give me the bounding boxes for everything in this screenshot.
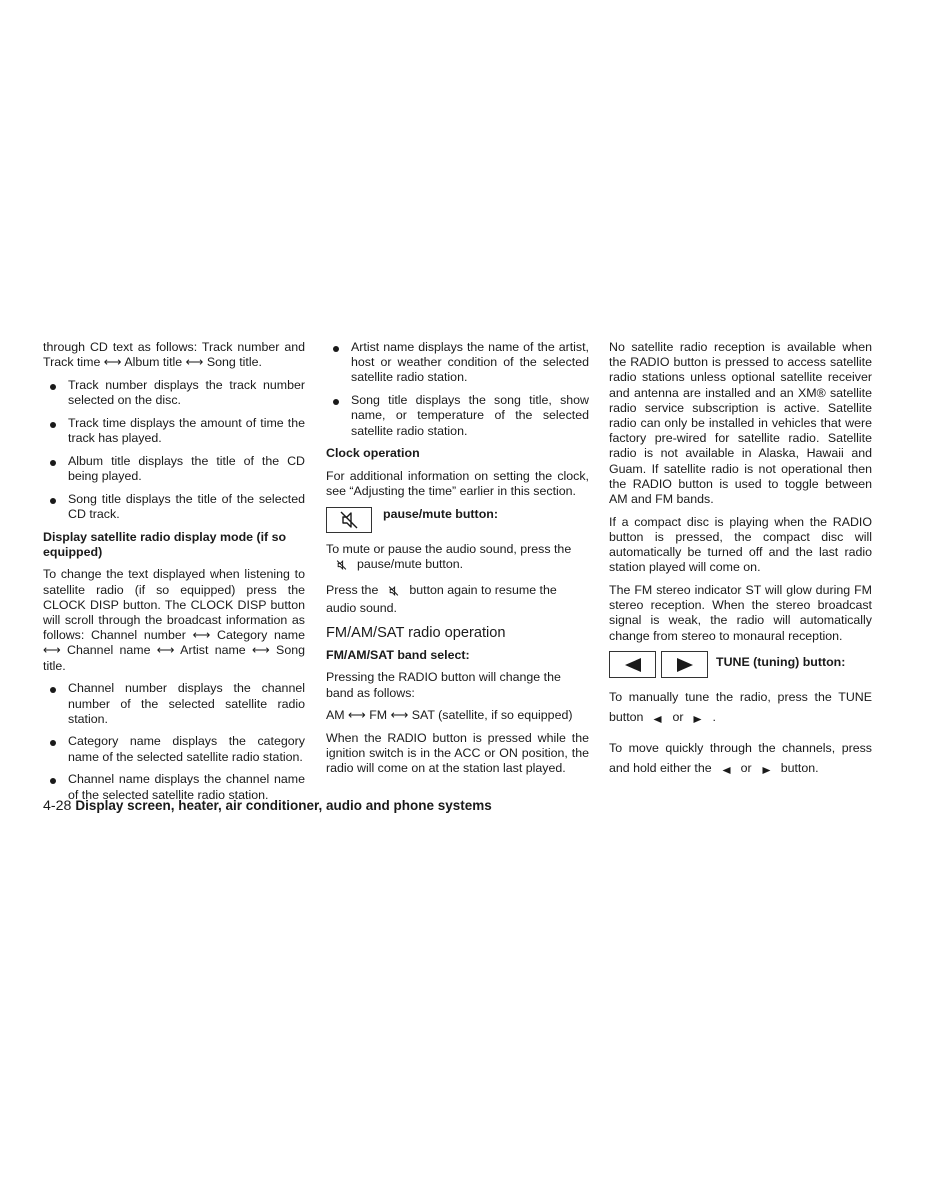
list-item: Artist name displays the name of the artist, host or weather condition of the selected satellite radio station.: [326, 340, 589, 386]
mute-speaker-icon: [388, 585, 399, 601]
band-select-heading: FM/AM/SAT band select:: [326, 647, 470, 662]
bullet-icon: [333, 399, 339, 405]
band-sequence: AM ⟷ FM ⟷ SAT (satellite, if so equipped): [326, 708, 573, 723]
list-item: Channel name displays the channel name of the selected satellite radio station.: [43, 772, 305, 802]
satellite-availability-paragraph: No satellite radio reception is available when the RADIO button is pressed to access satellite radio stations unless optional satellite receiver and antenna are installed and an XM® satellite radio service subscription is active. Satellite radio can only be installed in vehicles that were factory pre-wired for satellite radio. Satellite radio is not available in Alaska, Hawaii and Guam. If satellite radio is not operational then the RADIO button is used to toggle between AM and FM bands.: [609, 340, 872, 507]
bullet-icon: [50, 778, 56, 784]
column-right: [609, 340, 872, 788]
cd-text-list: [43, 378, 305, 522]
list-item: Category name displays the category name of the selected satellite radio station.: [43, 734, 305, 764]
chapter-title: Display screen, heater, air conditioner, audio and phone systems: [75, 798, 492, 813]
mute-button-row: [326, 507, 589, 533]
list-item: Track number displays the track number selected on the disc.: [43, 378, 305, 408]
satellite-display-list: [43, 681, 305, 802]
satellite-display-paragraph: To change the text displayed when listening to satellite radio (if so equipped) press the CLOCK DISP button. The CLOCK DISP button will scroll through the broadcast information as follows: Channel number ⟷ Category name ⟷ Channel name ⟷ Artist name ⟷ Song title.: [43, 567, 305, 673]
bullet-icon: [50, 687, 56, 693]
mute-speaker-icon: [336, 559, 347, 575]
resume-paragraph: Press the button again to resume the audio sound.: [326, 582, 557, 615]
quick-tune-paragraph: To move quickly through the channels, press and hold either the or button.: [609, 738, 872, 781]
band-select-paragraph: Pressing the RADIO button will change the band as follows:: [326, 670, 561, 700]
bullet-icon: [50, 384, 56, 390]
right-triangle-icon: [661, 651, 708, 678]
list-item: Album title displays the title of the CD being played.: [43, 454, 305, 484]
bullet-icon: [50, 498, 56, 504]
tune-paragraph: To manually tune the radio, press the TUNE button or .: [609, 687, 872, 730]
mute-button-label: pause/mute button:: [383, 506, 498, 521]
column-middle: [326, 340, 589, 784]
bullet-icon: [50, 422, 56, 428]
radio-operation-section-title: FM/AM/SAT radio operation: [326, 624, 506, 641]
clock-operation-paragraph: For additional information on setting the clock, see “Adjusting the time” earlier in this section.: [326, 468, 589, 499]
list-item: Song title displays the song title, show name, or temperature of the selected satellite radio station.: [326, 393, 589, 439]
cd-text-intro: through CD text as follows: Track number and Track time ⟷ Album title ⟷ Song title.: [43, 340, 305, 370]
column-left: [43, 340, 305, 810]
list-item: Track time displays the amount of time the track has played.: [43, 416, 305, 446]
bullet-icon: [333, 346, 339, 352]
page-number: 4-28: [43, 798, 72, 814]
tune-button-row: [609, 651, 872, 678]
list-item: Channel number displays the channel number of the selected satellite radio station.: [43, 681, 305, 727]
compact-disc-paragraph: If a compact disc is playing when the RADIO button is pressed, the compact disc will automatically be turned off and the last radio station played will come on.: [609, 514, 872, 575]
left-triangle-icon: [653, 710, 662, 730]
satellite-display-list-continued: [326, 340, 589, 439]
right-triangle-icon: [762, 761, 771, 781]
fm-stereo-paragraph: The FM stereo indicator ST will glow during FM stereo reception. When the stereo broadcast signal is weak, the radio will automatically change from stereo to monaural reception.: [609, 583, 872, 643]
left-triangle-icon: [609, 651, 656, 678]
radio-button-paragraph: When the RADIO button is pressed while the ignition switch is in the ACC or ON position, the radio will come on at the station last played.: [326, 730, 589, 776]
list-item: Song title displays the title of the selected CD track.: [43, 492, 305, 522]
clock-operation-heading: Clock operation: [326, 446, 420, 461]
left-triangle-icon: [722, 761, 731, 781]
mute-speaker-icon: [326, 507, 372, 533]
bullet-icon: [50, 460, 56, 466]
satellite-display-heading: Display satellite radio display mode (if so equipped): [43, 529, 287, 559]
mute-paragraph: To mute or pause the audio sound, press thepause/mute button.: [326, 542, 589, 575]
tune-button-label: TUNE (tuning) button:: [716, 655, 846, 670]
bullet-icon: [50, 740, 56, 746]
page-footer: [43, 797, 492, 815]
right-triangle-icon: [693, 710, 702, 730]
